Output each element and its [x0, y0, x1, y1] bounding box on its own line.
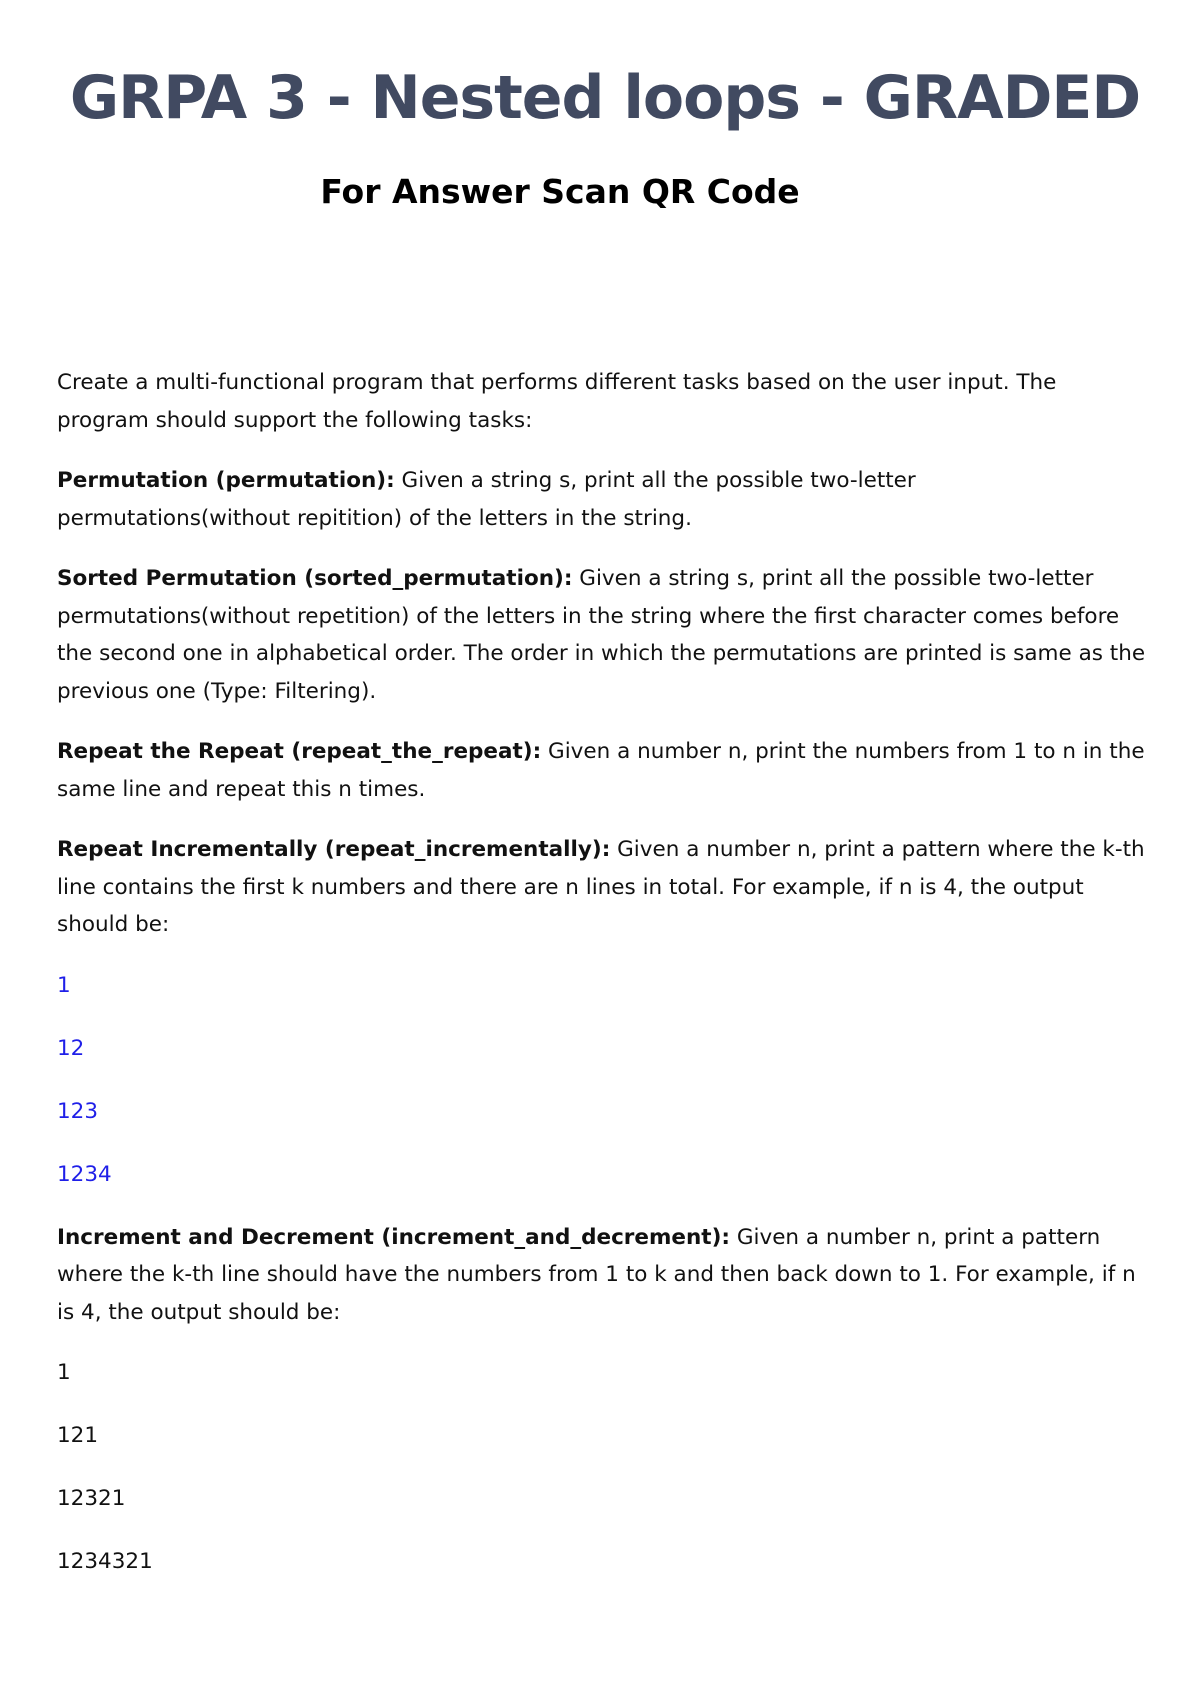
output-line: 1234 — [57, 1161, 112, 1187]
output-line: 123 — [57, 1098, 99, 1124]
intro-paragraph: Create a multi-functional program that performs different tasks based on the user input. The program should support the following tasks: — [57, 370, 1057, 433]
task-description: Given a number n, print the numbers from 1 to n in the same line and repeat this n times. — [57, 739, 1145, 802]
output-line: 121 — [57, 1423, 99, 1448]
output-line: 1234321 — [57, 1549, 153, 1574]
output-line: 12 — [57, 1035, 85, 1061]
page-subtitle: For Answer Scan QR Code — [320, 172, 800, 211]
task-name: Permutation (permutation): — [57, 468, 395, 493]
task-repeat-incrementally — [57, 831, 1147, 944]
page-title: GRPA 3 - Nested loops - GRADED — [69, 63, 1141, 133]
output-line: 1 — [57, 972, 71, 998]
inc-dec-output-example — [57, 1354, 1147, 1580]
task-name: Repeat the Repeat (repeat_the_repeat): — [57, 739, 542, 764]
task-permutation — [57, 462, 1147, 537]
task-increment-and-decrement — [57, 1219, 1147, 1332]
task-name: Repeat Incrementally (repeat_incrementally): — [57, 837, 611, 862]
task-description: Given a string s, print all the possible two-letter permutations(without repetition) of the letters in the string where the first character comes before the second one in alphabetical order. The order in which the permutations are printed is same as the previous one (Type: Filtering). — [57, 566, 1146, 704]
task-description: Given a number n, print a pattern where the k-th line should have the numbers from 1 to k and then back down to 1. For example, if n is 4, the output should be: — [57, 1224, 1136, 1325]
output-line: 12321 — [57, 1486, 126, 1511]
task-repeat-the-repeat — [57, 733, 1147, 808]
task-description: Given a number n, print a pattern where the k-th line contains the first k numbers and there are n lines in total. For example, if n is 4, the output should be: — [57, 837, 1145, 937]
task-sorted-permutation — [57, 560, 1147, 710]
output-line: 1 — [57, 1360, 71, 1385]
document-body — [57, 364, 1147, 1606]
task-description: Given a string s, print all the possible two-letter permutations(without repitition) of the letters in the string. — [57, 468, 916, 531]
task-name: Sorted Permutation (sorted_permutation): — [57, 566, 573, 591]
incremental-output-example — [57, 967, 1147, 1193]
task-name: Increment and Decrement (increment_and_decrement): — [57, 1224, 730, 1250]
